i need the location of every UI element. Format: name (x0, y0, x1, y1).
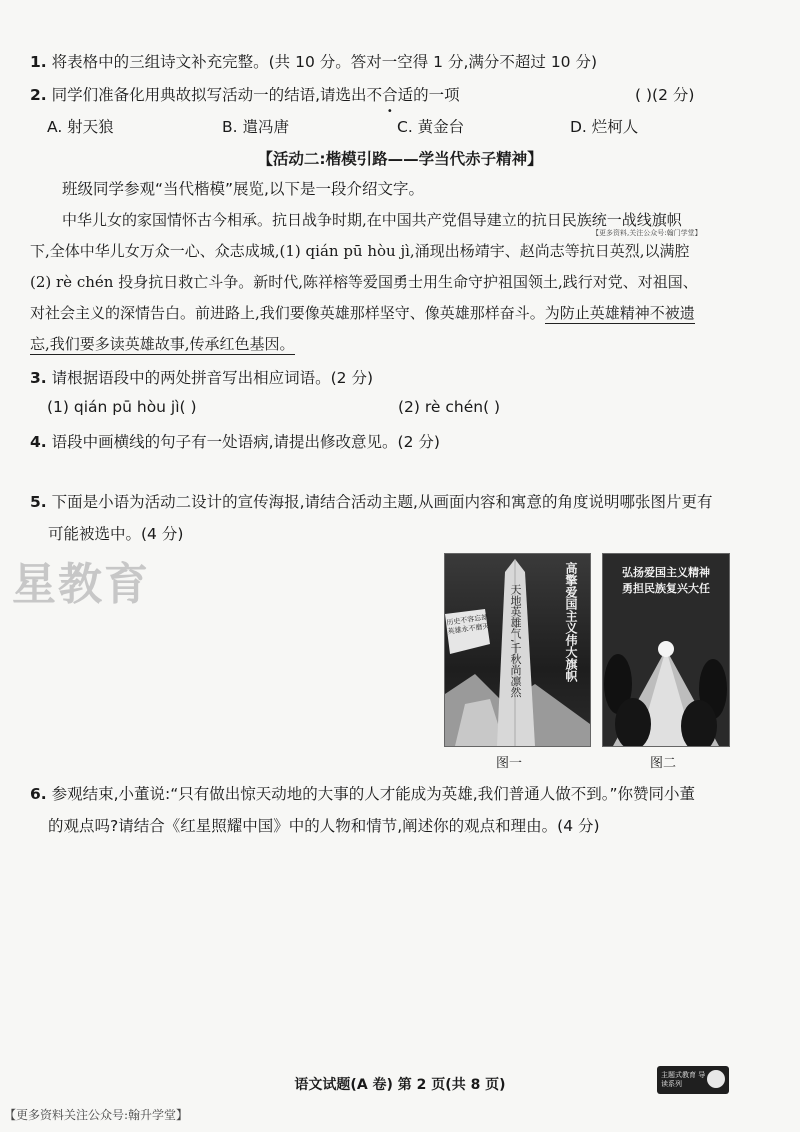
badge-logo-icon (707, 1070, 725, 1088)
question-number: 1. (30, 53, 47, 71)
question-number: 6. (30, 785, 47, 803)
question-text-line-1: 下面是小语为活动二设计的宣传海报,请结合活动主题,从画面内容和寓意的角度说明哪张图片更有 (51, 493, 713, 511)
question-6 (30, 782, 695, 804)
question-number: 3. (30, 369, 47, 387)
question-5 (30, 490, 712, 512)
passage-line-1: 中华儿女的家国情怀古今相承。抗日战争时期,在中国共产党倡导建立的抗日民族统一战线旗帜 (62, 211, 682, 229)
activity-title: 【活动二:楷模引路——学当代赤子精神】 (257, 150, 543, 168)
question-1 (30, 50, 597, 72)
passage-line-4 (30, 302, 695, 323)
question-2 (30, 83, 460, 105)
option-b: B. 遣冯唐 (222, 118, 289, 136)
question-number: 2. (30, 86, 47, 104)
flag-text: 历史不容忘却 英雄永不磨灭 (445, 613, 490, 636)
question-number: 5. (30, 493, 47, 511)
option-c: C. 黄金台 (397, 118, 465, 136)
question-text-line-1: 参观结束,小董说:“只有做出惊天动地的大事的人才能成为英雄,我们普通人做不到。”你赞同小董 (51, 785, 696, 803)
poster-2-title-2: 勇担民族复兴大任 (622, 582, 710, 595)
option-d: D. 烂柯人 (570, 118, 639, 136)
question-3 (30, 366, 373, 388)
poster-1-caption: 图一 (496, 756, 523, 771)
poster-1 (444, 553, 591, 747)
answer-paren: ( )(2 分) (635, 86, 695, 104)
question-text-b: 的一项 (413, 86, 460, 104)
poster-1-side-text: 高擎爱国主义伟大旗帜 (564, 562, 578, 682)
option-a: A. 射天狼 (47, 118, 114, 136)
passage-line-3: (2) rè chén 投身抗日救亡斗争。新时代,陈祥榕等爱国勇士用生命守护祖国领土,践行对党、对祖国、 (30, 273, 698, 291)
publisher-badge (657, 1066, 729, 1094)
question-text-a: 同学们准备化用典故拟写活动一的结语,请选出 (51, 86, 367, 104)
underlined-sentence-a: 为防止英雄精神不被遗 (544, 304, 695, 322)
question-6-line-2: 的观点吗?请结合《红星照耀中国》中的人物和情节,阐述你的观点和理由。(4 分) (48, 817, 600, 835)
page-footer: 语文试题(A 卷) 第 2 页(共 8 页) (294, 1077, 506, 1093)
blank-2: (2) rè chén( ) (398, 398, 501, 416)
emphasized-text: 不合适 (366, 86, 414, 104)
poster-2 (602, 553, 730, 747)
underlined-sentence-b: 忘,我们要多读英雄故事,传承红色基因。 (30, 335, 295, 353)
watermark: 星教育 (12, 559, 150, 610)
question-number: 4. (30, 433, 47, 451)
poster-2-title-1: 弘扬爱国主义精神 (622, 566, 710, 579)
question-text: 将表格中的三组诗文补充完整。(共 10 分。答对一空得 1 分,满分不超过 10 分) (51, 53, 598, 71)
monument-text: 天地英雄气,千秋尚凛然 (509, 584, 522, 698)
passage-line-4a: 对社会主义的深情告白。前进路上,我们要像英雄那样坚守、像英雄那样奋斗。 (30, 304, 545, 322)
small-note: 【更多资料,关注公众号:翰门学堂】 (592, 229, 702, 237)
passage-line-2: 下,全体中华儿女万众一心、众志成城,(1) qián pū hòu jì,涌现出杨靖宇、赵尚志等抗日英烈,以满腔 (30, 242, 690, 260)
question-text: 语段中画横线的句子有一处语病,请提出修改意见。(2 分) (51, 433, 440, 451)
poster-2-caption: 图二 (650, 756, 677, 771)
question-5-line-2: 可能被选中。(4 分) (48, 525, 184, 543)
passage-line-5 (30, 333, 295, 354)
intro-text: 班级同学参观“当代楷模”展览,以下是一段介绍文字。 (62, 180, 424, 198)
question-4 (30, 430, 440, 452)
badge-text: 主题式教育 导读系列 (661, 1071, 706, 1088)
question-text: 请根据语段中的两处拼音写出相应词语。(2 分) (51, 369, 374, 387)
bottom-note: 【更多资料关注公众号:翰升学堂】 (4, 1108, 189, 1122)
blank-1: (1) qián pū hòu jì( ) (47, 398, 197, 416)
